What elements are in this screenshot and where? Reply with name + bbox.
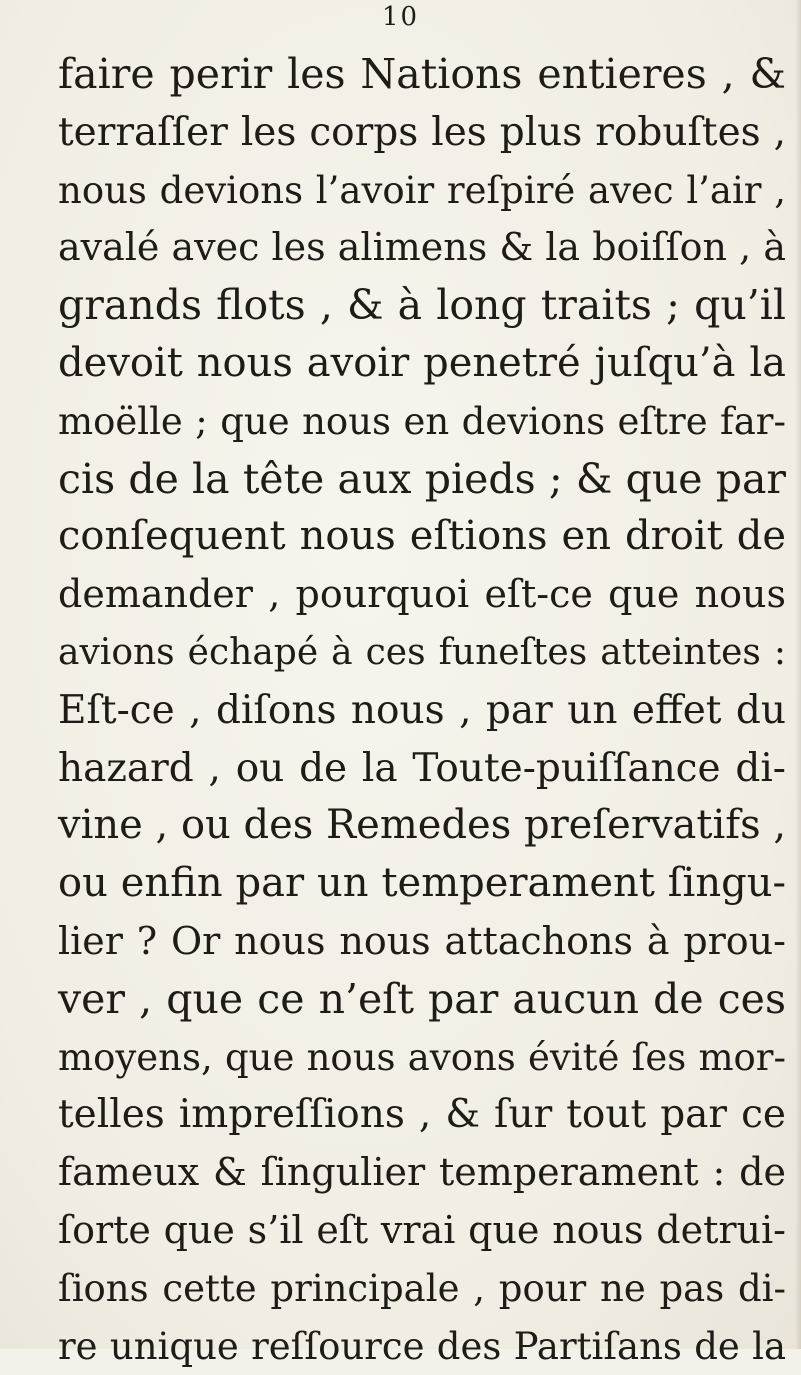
text-line: ver , que ce n’eſt par aucun de ces (58, 974, 786, 1023)
text-line: avions échapé à ces funeſtes atteintes : (58, 631, 786, 673)
text-line: lier ? Or nous nous attachons à prou- (58, 918, 786, 963)
text-line: ſions cette principale , pour ne pas di- (58, 1266, 786, 1310)
body-text (58, 46, 786, 1375)
text-line: grands flots , & à long traits ; qu’il (58, 281, 786, 330)
page-edge-shadow (795, 0, 801, 1349)
text-line: telles impreſſions , & ſur tout par ce (58, 1092, 786, 1138)
text-line: moëlle ; que nous en devions eſtre far- (58, 399, 786, 443)
text-line: nous devions l’avoir reſpiré avec l’air , (58, 168, 786, 212)
text-line: avalé avec les alimens & la boiſſon , à (58, 225, 786, 270)
text-line: demander , pourquoi eſt-ce que nous (58, 572, 786, 617)
page-number: 10 (381, 2, 420, 32)
text-line: re unique reſſource des Partiſans de la (58, 1324, 786, 1368)
text-line: fameux & ſingulier temperament : de (58, 1150, 786, 1195)
text-line: cis de la tête aux pieds ; & que par (58, 454, 786, 503)
text-line: conſequent nous eſtions en droit de (58, 513, 786, 560)
text-line: devoit nous avoir penetré juſqu’à la (58, 339, 786, 386)
text-line: faire perir les Nations entieres , & (58, 50, 786, 98)
text-line: ou enfin par un temperament ſingu- (58, 860, 786, 907)
text-line: terraſſer les corps les plus robuſtes , (58, 109, 786, 155)
text-line: moyens, que nous avons évité ſes mor- (58, 1035, 786, 1079)
text-line: ſorte que s’il eſt vrai que nous detrui- (58, 1207, 786, 1252)
text-line: hazard , ou de la Toute-puiſſance di- (58, 745, 786, 791)
text-line: vine , ou des Remedes preſervatifs , (58, 802, 787, 849)
text-line: Eſt-ce , diſons nous , par un effet du (58, 687, 786, 733)
